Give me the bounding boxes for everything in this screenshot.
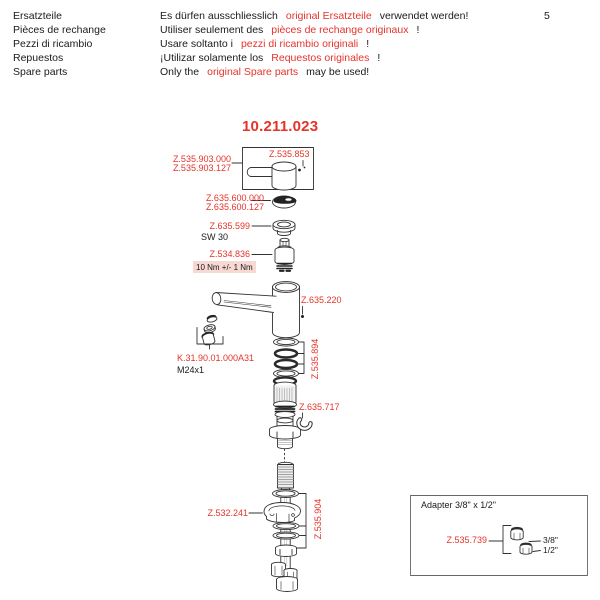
part-label-adapter: Z.535.739 — [446, 534, 487, 545]
body-set-screw-dot — [301, 315, 304, 318]
aerator-part-drawing — [198, 314, 223, 346]
mount-washers-drawing — [273, 522, 299, 539]
mount-nut-drawing — [276, 545, 297, 557]
faucet-body-drawing — [211, 282, 299, 338]
language-item: Repuestos — [13, 52, 64, 64]
notice-pre: Utiliser seulement des — [160, 24, 264, 36]
notice-post: may be used! — [306, 66, 370, 78]
language-item: Spare parts — [13, 66, 68, 78]
notice-pre: Es dürfen ausschliesslich — [160, 10, 278, 22]
part-label-cap-b: Z.635.600.127 — [205, 202, 264, 212]
part-label-handle-b: Z.535.903.127 — [172, 163, 231, 173]
notice-post: ! — [366, 38, 370, 50]
notice-red: Requestos originales — [271, 52, 370, 64]
shank-drawing — [270, 377, 301, 448]
tail-flange-drawing — [273, 490, 299, 498]
bottom-fittings-drawing — [272, 562, 298, 591]
notice-post: verwendet werden! — [379, 10, 469, 22]
adapter-bracket — [489, 526, 511, 554]
part-label-handle-a: Z.535.903.000 — [172, 154, 231, 164]
part-label-seal-kit: Z.535.894 — [310, 338, 320, 380]
page-number: 5 — [544, 10, 550, 22]
handle-part-drawing — [247, 162, 305, 190]
part-label-body: Z.635.220 — [301, 295, 342, 305]
part-label-nut-size: SW 30 — [201, 231, 229, 242]
part-label-cartridge: Z.534.836 — [209, 249, 250, 259]
notice-red: original Ersatzteile — [285, 10, 372, 22]
torque-note: 10 Nm +/- 1 Nm — [193, 261, 256, 273]
adapter-part-b-drawing — [520, 543, 532, 555]
seal-rings-drawing — [274, 338, 299, 378]
notice-pre: Only the — [160, 66, 200, 78]
language-item: Pièces de rechange — [13, 24, 106, 36]
adapter-inset-title: Adapter 3/8" x 1/2" — [421, 499, 496, 510]
notice-post: ! — [416, 24, 420, 36]
notice-post: ! — [377, 52, 381, 64]
notice-red: pièces de rechange originaux — [271, 24, 409, 36]
part-label-nut: Z.635.599 — [209, 220, 250, 231]
notice-red: pezzi di ricambio originali — [240, 38, 359, 50]
cap-part-drawing — [273, 196, 297, 208]
language-item: Pezzi di ricambio — [13, 38, 93, 50]
part-label-mounting-kit: Z.535.904 — [313, 498, 323, 540]
part-label-handle-screw: Z.535.853 — [269, 149, 310, 159]
seal-rings-bracket — [297, 342, 304, 374]
mounting-kit-bracket — [297, 494, 306, 549]
notice-red: original Spare parts — [207, 66, 299, 78]
adapter-size-b-label: 1/2" — [543, 545, 558, 555]
part-label-cap-a: Z.635.600.000 — [205, 193, 264, 203]
adapter-part-a-drawing — [511, 527, 523, 540]
nut-part-drawing — [273, 220, 295, 235]
notice-pre: ¡Utilizar solamente los — [160, 52, 264, 64]
part-label-clamp: Z.532.241 — [207, 507, 248, 518]
cartridge-part-drawing — [275, 238, 294, 270]
language-item: Ersatzteile — [13, 10, 63, 22]
part-label-aerator: K.31.90.01.000A31 — [177, 352, 255, 363]
part-label-aerator-thread: M24x1 — [177, 364, 205, 375]
part-label-clip: Z.635.717 — [299, 402, 340, 412]
model-number-title: 10.211.023 — [242, 118, 319, 135]
clamp-part-drawing — [264, 503, 301, 523]
clip-part-drawing — [299, 413, 311, 429]
adapter-size-a-label: 3/8" — [543, 535, 558, 545]
notice-pre: Usare soltanto i — [160, 38, 233, 50]
